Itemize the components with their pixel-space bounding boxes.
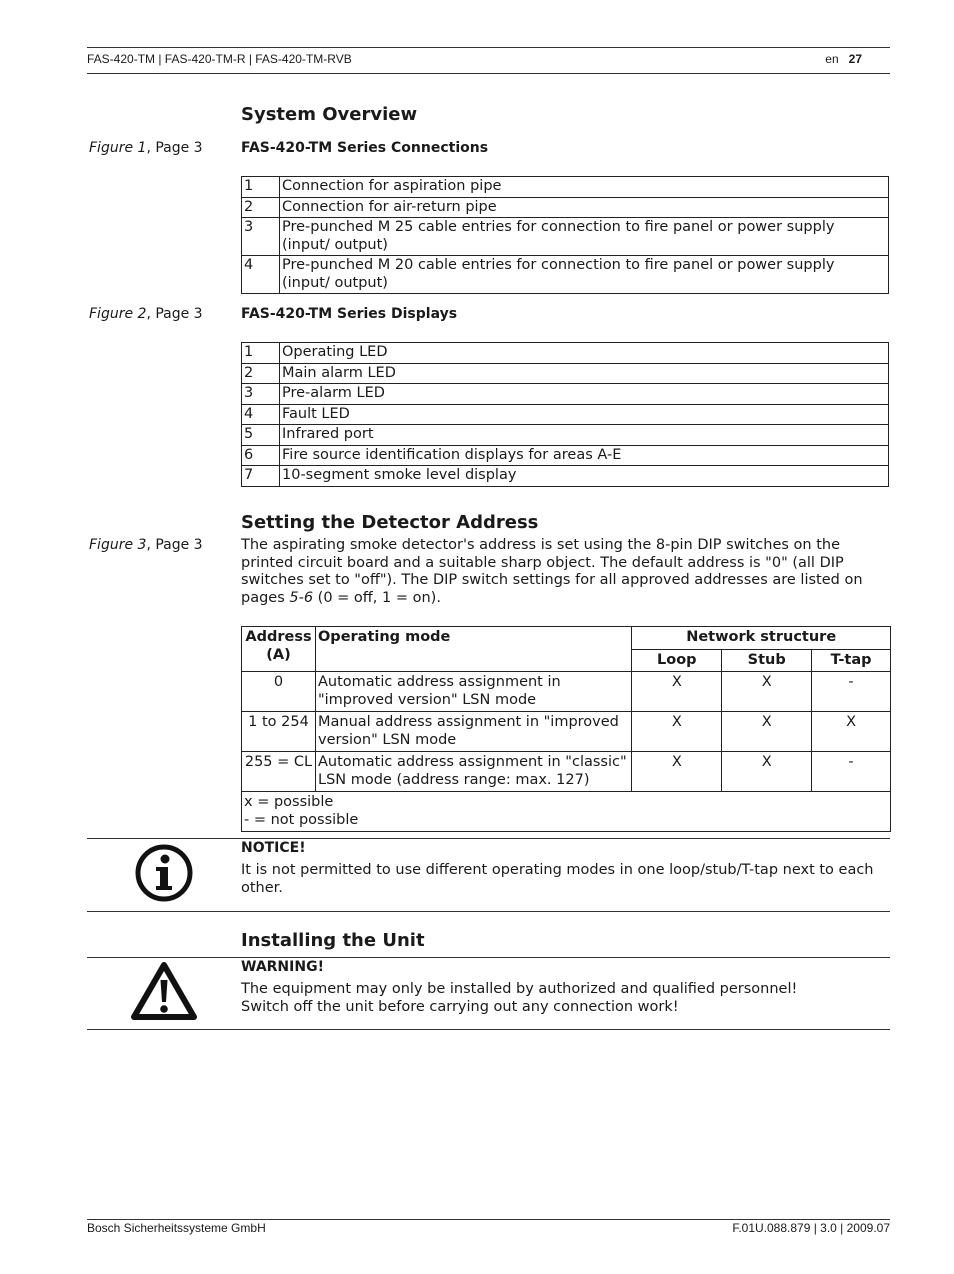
address-paragraph-part2: (0 = off, 1 = on). (313, 589, 441, 606)
footer-company: Bosch Sicherheitssysteme GmbH (87, 1221, 266, 1235)
stub-cell: X (722, 752, 812, 792)
row-number: 6 (242, 445, 280, 466)
warning-bottom-rule (87, 1029, 890, 1030)
row-number: 2 (242, 363, 280, 384)
warning-triangle-icon (130, 960, 198, 1022)
header-lang: en (825, 52, 839, 66)
row-description: Main alarm LED (280, 363, 889, 384)
row-number: 3 (242, 218, 280, 256)
stub-cell: X (722, 712, 812, 752)
address-table (241, 626, 891, 832)
header-models: FAS-420-TM | FAS-420-TM-R | FAS-420-TM-RVB (87, 52, 352, 66)
ttap-cell: - (812, 672, 891, 712)
row-description: Connection for aspiration pipe (280, 177, 889, 198)
row-description: Operating LED (280, 343, 889, 364)
figure-1-reference (89, 140, 203, 156)
table-row (242, 712, 891, 752)
header-top-rule (87, 47, 890, 48)
table-legend (242, 792, 891, 832)
figure-3-ref-label: Figure 3 (89, 537, 147, 553)
address-cell: 0 (242, 672, 316, 712)
ttap-cell: - (812, 752, 891, 792)
row-description: Fire source identification displays for areas A-E (280, 445, 889, 466)
info-icon (134, 843, 194, 903)
loop-cell: X (632, 712, 722, 752)
notice-top-rule (87, 838, 890, 839)
row-description: Pre-alarm LED (280, 384, 889, 405)
section-title-detector-address: Setting the Detector Address (241, 512, 539, 533)
row-description: Fault LED (280, 404, 889, 425)
notice-title: NOTICE! (241, 840, 306, 856)
notice-bottom-rule (87, 911, 890, 912)
mode-cell: Automatic address assignment in "classic" LSN mode (address range: max. 127) (315, 752, 631, 792)
address-cell: 255 = CL (242, 752, 316, 792)
figure-2-ref-label: Figure 2 (89, 306, 147, 322)
notice-text: It is not permitted to use different operating modes in one loop/stub/T-tap next to each other. (241, 862, 874, 896)
table-row (242, 445, 889, 466)
col-header-stub: Stub (722, 649, 812, 672)
table-row (242, 363, 889, 384)
figure-1-ref-page: , Page 3 (146, 140, 203, 156)
col-header-address: Address (A) (242, 627, 316, 672)
address-paragraph-part1: The aspirating smoke detector's address is set using the 8-pin DIP switches on the printed circuit board and a suitable sharp object. The default address is "0" (all DIP switches set to "off"). The DIP switch settings for all approved addresses are listed on pages (241, 537, 863, 606)
legend-not-possible: - = not possible (244, 811, 359, 828)
figure-1-title: FAS-420-TM Series Connections (241, 140, 489, 156)
address-cell: 1 to 254 (242, 712, 316, 752)
header-bottom-rule (87, 73, 890, 74)
row-number: 2 (242, 197, 280, 218)
col-header-loop: Loop (632, 649, 722, 672)
row-number: 7 (242, 466, 280, 487)
table-row (242, 404, 889, 425)
footer-rule (87, 1219, 890, 1220)
ttap-cell: X (812, 712, 891, 752)
warning-title: WARNING! (241, 959, 324, 975)
warning-top-rule (87, 957, 890, 958)
row-description: 10-segment smoke level display (280, 466, 889, 487)
figure-2-reference (89, 306, 203, 322)
section-title-installing-unit: Installing the Unit (241, 930, 425, 951)
table-row (242, 466, 889, 487)
warning-text (241, 981, 891, 1016)
row-number: 1 (242, 343, 280, 364)
section-title-system-overview: System Overview (241, 104, 418, 125)
loop-cell: X (632, 672, 722, 712)
row-description: Infrared port (280, 425, 889, 446)
legend-possible: x = possible (244, 794, 334, 810)
figure-3-ref-page: , Page 3 (146, 537, 203, 553)
loop-cell: X (632, 752, 722, 792)
row-number: 5 (242, 425, 280, 446)
table-row (242, 343, 889, 364)
address-paragraph-pages: 5-6 (289, 589, 314, 606)
table-row (242, 425, 889, 446)
header-page-number: 27 (848, 52, 862, 66)
col-header-network-structure: Network structure (632, 627, 891, 650)
warning-line-2: Switch off the unit before carrying out any connection work! (241, 998, 679, 1015)
table-row (242, 218, 889, 256)
figure-1-ref-label: Figure 1 (89, 140, 147, 156)
table-row (242, 752, 891, 792)
col-header-operating-mode: Operating mode (315, 627, 631, 672)
table-row (242, 256, 889, 294)
warning-line-1: The equipment may only be installed by authorized and qualified personnel! (241, 981, 798, 997)
row-description: Pre-punched M 20 cable entries for connection to fire panel or power supply (input/ output) (280, 256, 889, 294)
table-row (242, 384, 889, 405)
col-header-ttap: T-tap (812, 649, 891, 672)
figure-2-ref-page: , Page 3 (146, 306, 203, 322)
row-number: 4 (242, 404, 280, 425)
table-row (242, 177, 889, 198)
table-row (242, 197, 889, 218)
row-number: 1 (242, 177, 280, 198)
row-description: Connection for air-return pipe (280, 197, 889, 218)
table-row (242, 672, 891, 712)
row-number: 4 (242, 256, 280, 294)
figure-2-title: FAS-420-TM Series Displays (241, 306, 458, 322)
row-number: 3 (242, 384, 280, 405)
footer-doc-ref: F.01U.088.879 | 3.0 | 2009.07 (732, 1221, 890, 1235)
figure-3-reference (89, 537, 203, 553)
mode-cell: Automatic address assignment in "improved version" LSN mode (315, 672, 631, 712)
header-page-info (825, 52, 862, 66)
row-description: Pre-punched M 25 cable entries for connection to fire panel or power supply (input/ output) (280, 218, 889, 256)
displays-table (241, 342, 889, 487)
connections-table (241, 176, 889, 294)
stub-cell: X (722, 672, 812, 712)
address-paragraph (241, 537, 881, 607)
mode-cell: Manual address assignment in "improved version" LSN mode (315, 712, 631, 752)
